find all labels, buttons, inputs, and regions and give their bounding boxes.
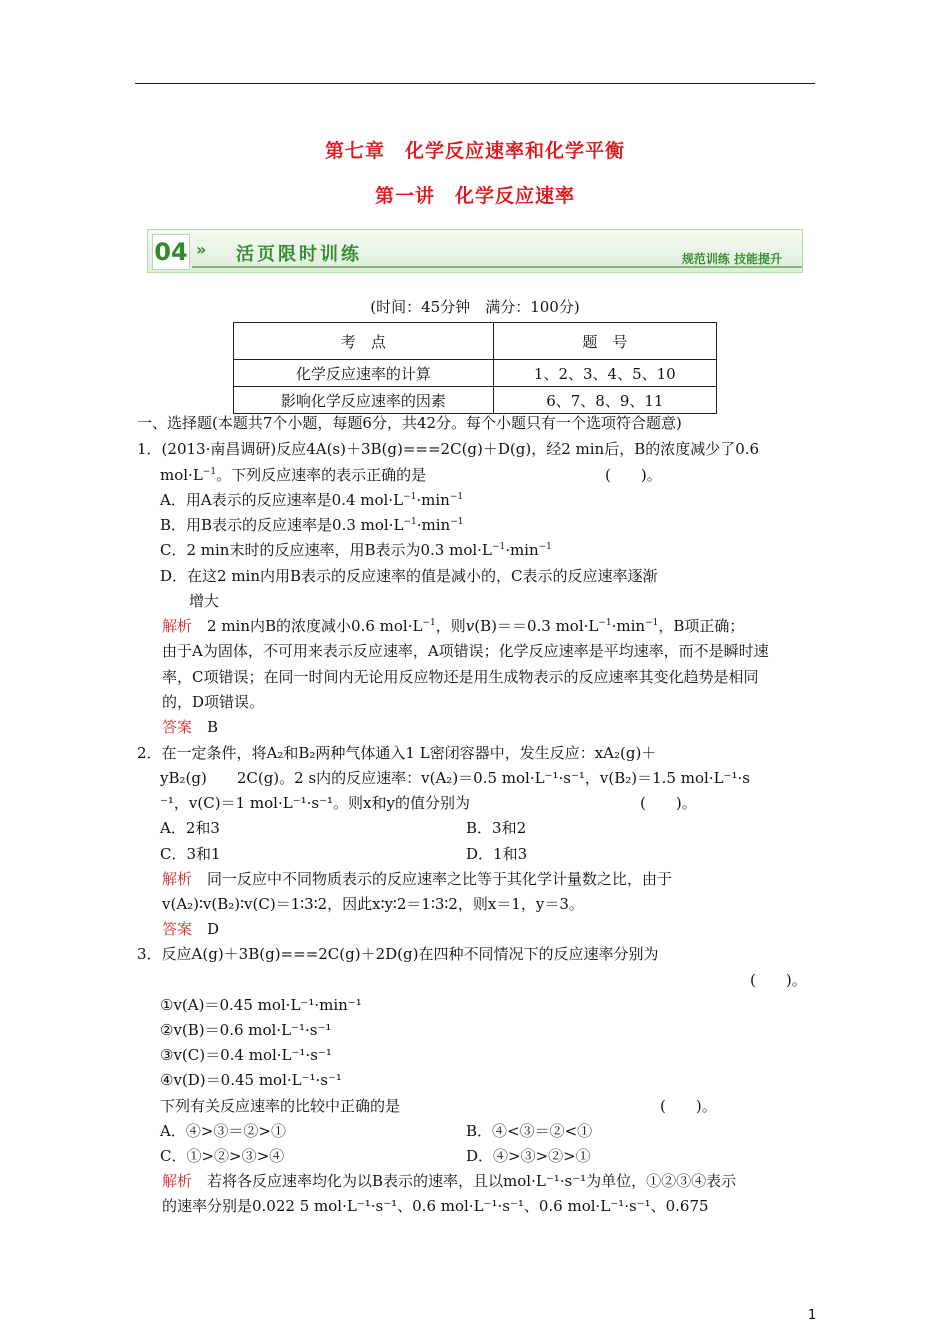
q3-answer-blank-2: ( )。 — [660, 1097, 717, 1115]
q1-analysis-line: 由于A为固体，不可用来表示反应速率，A项错误；化学反应速率是平均速率，而不是瞬时速 — [162, 642, 769, 660]
header-rule — [135, 83, 815, 84]
q3-analysis: 解析 若将各反应速率均化为以B表示的速率，且以mol·L⁻¹·s⁻¹为单位，①②③④表示 — [162, 1172, 737, 1190]
banner-label: 活页限时训练 — [236, 244, 362, 265]
q3-option-b: B．④<③＝②<① — [466, 1122, 593, 1140]
q2-stem-cont: yB₂(g) 2C(g)。2 s内的反应速率：v(A₂)＝0.5 mol·L⁻¹·s⁻¹，v(B₂)＝1.5 mol·L⁻¹·s — [160, 769, 750, 787]
q2-analysis-line: v(A₂)∶v(B₂)∶v(C)＝1∶3∶2，因此x∶y∶2＝1∶3∶2，则x＝1，y＝3。 — [162, 895, 584, 913]
q1-answer-blank: ( )。 — [605, 466, 662, 484]
q1-option-d: D．在这2 min内用B表示的反应速率的值是减小的，C表示的反应速率逐渐 — [160, 567, 658, 585]
table-cell: 6、7、8、9、11 — [493, 387, 716, 414]
q3-option-a: A．④>③＝②>① — [160, 1122, 286, 1140]
q3-rate-3: ③v(C)＝0.4 mol·L⁻¹·s⁻¹ — [160, 1046, 332, 1064]
q1-option-a: A．用A表示的反应速率是0.4 $mol\cdot L^{-1}\cdot\min^{-1}$ — [160, 491, 464, 509]
q2-answer-blank: ( )。 — [640, 794, 697, 812]
table-header: 题 号 — [493, 323, 716, 360]
banner-number: 04 — [152, 234, 190, 270]
page-number: 1 — [808, 1308, 817, 1323]
double-chevron-icon: » — [196, 240, 207, 259]
q2-option-c: C．3和1 — [160, 845, 221, 863]
table-cell: 1、2、3、4、5、10 — [493, 360, 716, 387]
q3-rate-1: ①v(A)＝0.45 mol·L⁻¹·min⁻¹ — [160, 996, 362, 1014]
time-info: (时间：45分钟 满分：100分) — [370, 298, 580, 316]
q2-option-d: D．1和3 — [466, 845, 528, 863]
q1-analysis-line: 的，D项错误。 — [162, 693, 265, 711]
table-header: 考 点 — [234, 323, 494, 360]
q1-analysis: 解析 2 min内B的浓度减小0.6 $mol\cdot L^{-1}$，则v(B)＝＝0.3 $mol\cdot L^{-1}\cdot\min^{-1}$，B项正确； — [162, 617, 745, 635]
q1-stem-cont: $mol\cdot L^{-1}$。下列反应速率的表示正确的是 — [160, 466, 427, 484]
lecture-title: 第一讲 化学反应速率 — [374, 185, 575, 207]
q2-answer: 答案 D — [162, 920, 220, 938]
topic-table — [233, 322, 717, 414]
table-cell: 影响化学反应速率的因素 — [234, 387, 494, 414]
q2-analysis: 解析 同一反应中不同物质表示的反应速率之比等于其化学计量数之比，由于 — [162, 870, 673, 888]
q1-stem: 1．(2013·南昌调研)反应4A(s)＋3B(g)===2C(g)＋D(g)，经2 min后，B的浓度减少了0.6 — [137, 440, 760, 458]
q1-option-d-cont: 增大 — [189, 592, 220, 610]
chapter-title: 第七章 化学反应速率和化学平衡 — [324, 140, 625, 162]
banner-tagline: 规范训练 技能提升 — [681, 252, 782, 266]
practice-banner — [147, 229, 803, 273]
banner-underline — [192, 266, 802, 268]
q3-rate-2: ②v(B)＝0.6 mol·L⁻¹·s⁻¹ — [160, 1021, 332, 1039]
q3-answer-blank: ( )。 — [750, 971, 807, 989]
q3-stem-cont: 下列有关反应速率的比较中正确的是 — [160, 1097, 401, 1115]
q3-analysis-line: 的速率分别是0.022 5 mol·L⁻¹·s⁻¹、0.6 mol·L⁻¹·s⁻¹、0.6 mol·L⁻¹·s⁻¹、0.675 — [162, 1197, 709, 1215]
q3-stem: 3．反应A(g)＋3B(g)===2C(g)＋2D(g)在四种不同情况下的反应速率分别为 — [137, 945, 659, 963]
q2-stem-cont: ⁻¹，v(C)＝1 mol·L⁻¹·s⁻¹。则x和y的值分别为 — [160, 794, 470, 812]
q2-stem: 2．在一定条件，将A₂和B₂两种气体通入1 L密闭容器中，发生反应：xA₂(g)＋ — [137, 744, 657, 762]
q2-option-b: B．3和2 — [466, 819, 527, 837]
q3-rate-4: ④v(D)＝0.45 mol·L⁻¹·s⁻¹ — [160, 1071, 342, 1089]
q3-option-c: C．①>②>③>④ — [160, 1147, 285, 1165]
q3-option-d: D．④>③>②>① — [466, 1147, 591, 1165]
table-cell: 化学反应速率的计算 — [234, 360, 494, 387]
q1-analysis-line: 率，C项错误；在同一时间内无论用反应物还是用生成物表示的反应速率其变化趋势是相同 — [162, 668, 759, 686]
section-heading: 一、选择题(本题共7个小题，每题6分，共42分。每个小题只有一个选项符合题意) — [137, 414, 682, 432]
q1-option-c: C．2 min末时的反应速率，用B表示为0.3 $mol\cdot L^{-1}\cdot\min^{-1}$ — [160, 541, 552, 559]
q1-option-b: B．用B表示的反应速率是0.3 $mol\cdot L^{-1}\cdot\min^{-1}$ — [160, 516, 464, 534]
q1-answer: 答案 B — [162, 718, 219, 736]
q2-option-a: A．2和3 — [160, 819, 220, 837]
